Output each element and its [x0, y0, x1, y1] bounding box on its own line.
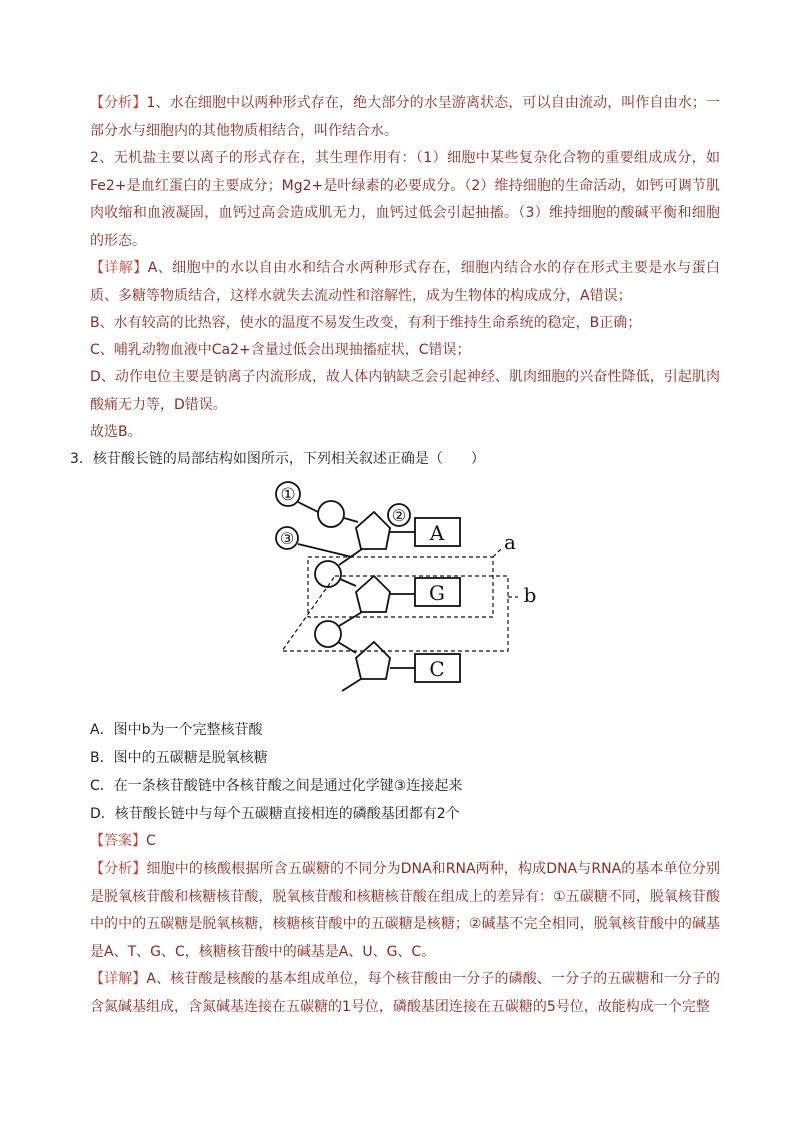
- analysis-text-q3: 细胞中的核酸根据所含五碳糖的不同分为DNA和RNA两种，构成DNA与RNA的基本单位分别是脱氧核苷酸和核糖核苷酸，脱氧核苷酸和核糖核苷酸在组成上的差异有：①五碳糖不同，脱氧核苷酸中的中的五碳糖是脱氧核糖，核糖核苷酸中的五碳糖是核糖；②碱基不完全相同，脱氧核苷酸中的碱基是A、T、G、C，核糖核苷酸中的碱基是A、U、G、C。: [90, 861, 721, 960]
- analysis-tag-q3: 【分析】: [90, 861, 147, 877]
- analysis-text-1: 1、水在细胞中以两种形式存在，绝大部分的水呈游离状态，可以自由流动，叫作自由水；一部分水与细胞内的其他物质相结合，叫作结合水。: [90, 95, 721, 139]
- answer-line: [90, 828, 720, 856]
- dashed-box-a: [308, 557, 493, 617]
- pentose-2: [356, 576, 390, 612]
- label-2: ②: [391, 506, 407, 525]
- detail-text-a: A、细胞中的水以自由水和结合水两种形式存在，细胞内结合水的存在形式主要是水与蛋白质、多糖等物质结合，这样水就失去流动性和溶解性，成为生物体的构成成分，A错误；: [90, 260, 721, 304]
- detail-text-d: D、动作电位主要是钠离子内流形成，故人体内钠缺乏会引起神经、肌肉细胞的兴奋性降低，引起肌肉酸痛无力等，D错误。: [90, 369, 720, 413]
- answer-value: C: [146, 833, 156, 849]
- bond-line: [340, 579, 356, 586]
- base-label-a: A: [429, 521, 445, 545]
- label-1: ①: [280, 485, 296, 505]
- phosphate-circle-1: [318, 501, 344, 527]
- detail-tag: 【详解】: [90, 260, 148, 276]
- leader-line-a: [493, 547, 503, 557]
- bond-line: [342, 679, 361, 691]
- phosphate-circle-2: [315, 561, 341, 587]
- option-b: B．图中的五碳糖是脱氧核糖: [90, 750, 268, 766]
- detail-tag-q3: 【详解】: [90, 971, 147, 987]
- option-c: C．在一条核苷酸链中各核苷酸之间是通过化学键③连接起来: [90, 778, 463, 794]
- analysis-text-2: 2、无机盐主要以离子的形式存在，其生理作用有：（1）细胞中某些复杂化合物的重要组成成分，如Fe2+是血红蛋白的主要成分；Mg2+是叶绿素的必要成分。（2）维持细胞的生命活动，如钙可调节肌肉收缩和血液凝固，血钙过高会造成肌无力，血钙过低会引起抽搐。（3）维持细胞的酸碱平衡和细胞的形态。: [90, 150, 720, 249]
- answer-tag: 【答案】: [90, 833, 146, 849]
- detail-text-b: B、水有较高的比热容，使水的温度不易发生改变，有利于维持生命系统的稳定，B正确；: [90, 315, 642, 331]
- pentose-3: [356, 642, 390, 679]
- bond-line: [344, 518, 358, 522]
- question-3-stem: 3．核苷酸长链的局部结构如图所示，下列相关叙述正确是（ ）: [70, 451, 485, 467]
- pentose-1: [356, 512, 390, 549]
- bond-line: [298, 544, 352, 557]
- detail-text-q3: A、核苷酸是核酸的基本组成单位，每个核苷酸由一分子的磷酸、一分子的五碳糖和一分子的含氮碱基组成，含氮碱基连接在五碳糖的1号位，磷酸基团连接在五碳糖的5号位，故能构成一个完整: [90, 971, 721, 1015]
- detail-text-c: C、哺乳动物血液中Ca2+含量过低会出现抽搐症状，C错误；: [90, 342, 471, 358]
- bond-line: [339, 612, 362, 626]
- analysis-tag: 【分析】: [90, 95, 147, 111]
- conclusion-text: 故选B。: [90, 424, 142, 440]
- bond-line: [298, 502, 318, 512]
- analysis-paragraph-q3: [90, 856, 720, 966]
- option-d: D．核苷酸长链中与每个五碳糖直接相连的磷酸基团都有2个: [90, 806, 460, 822]
- phosphate-circle-3: [315, 621, 341, 647]
- box-label-a: a: [504, 530, 516, 554]
- option-a: A．图中b为一个完整核苷酸: [90, 722, 263, 738]
- detail-paragraph-q3: [90, 966, 720, 1021]
- label-3: ③: [279, 529, 295, 548]
- box-label-b: b: [523, 583, 537, 607]
- base-label-c: C: [429, 657, 445, 681]
- base-label-g: G: [429, 581, 445, 605]
